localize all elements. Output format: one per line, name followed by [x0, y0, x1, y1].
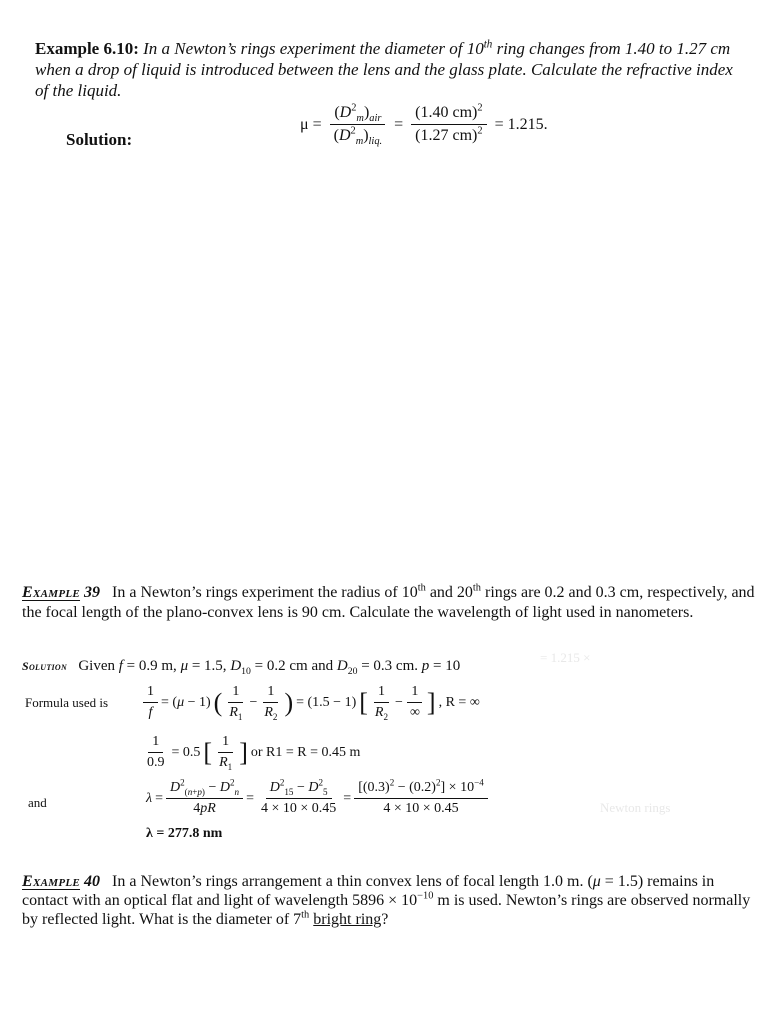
example-6-10-question [35, 38, 735, 101]
diameter-ratio-fraction: $\frac{(D^2_m)_{air}}{(D^2_m)_{liq.}}$ [330, 104, 387, 145]
lens-maker-equation: $\frac{1}{f}$ = (μ − 1) ( $\frac{1}{R_1}$ − $\frac{1}{R_2}$ ) = (1.5 − 1) [ $\frac{1}{R_2}$ − $\frac{1}{\infty}$ ] , R = ∞ [143, 684, 480, 721]
mu-symbol: μ = [300, 115, 322, 133]
example-6-10-result: = 1.215. [494, 115, 548, 133]
and-label: and [28, 795, 47, 810]
example-6-10-equation: μ = $\frac{(D^2_m)_{air}}{(D^2_m)_{liq.}}$ = $\frac{(1.40 cm)^2}{(1.27 cm)^2}$ = 1.215. [300, 102, 548, 148]
example-39-label: Example [22, 584, 81, 601]
wavelength-equation: λ = $\frac{D^2_{(n+p)} - D^2_n}{4pR}$ = $\frac{D^2_{15} - D^2_5}{4 \times 10 \times 0.45}$ = $\frac{[(0.3)^2 - (0.2)^2] \times 10^{-4}}{4 \times 10 \times 0.45}$ [146, 780, 488, 817]
formula-used-label: Formula used is [25, 695, 109, 710]
example-39-question: Example 39 In a Newton’s rings experiment the radius of 10th and 20th rings are 0.2 and 0.3 cm, respectively, and the focal length of the plano-convex lens is 90 cm. Calculate the wavelength of light used in nanometers. [22, 582, 755, 621]
example-40-question: Example 40 In a Newton’s rings arrangement a thin convex lens of focal length 1.0 m. (μ = 1.5) remains in contact with an optical flat and light of wavelength $5896 \times 10^{-10}$ m is used. Newton’s rings are observed normally by reflected light. What is the diameter of 7th bright ring? [22, 873, 751, 928]
example-6-10-text: In a Newton’s rings experiment the diameter of 10th ring changes from 1.40 to 1.27 cm when a drop of liquid is introduced between the lens and the glass plate. Calculate the refractive index of the liquid. [35, 38, 733, 100]
bleed-through-text: Newton rings [600, 800, 671, 815]
radius-equation: $\frac{1}{0.9}$ = 0.5 [ $\frac{1}{R_1}$ ] or R1 = R = 0.45 m [147, 734, 361, 772]
example-39-given: Solution Given f = 0.9 m, μ = 1.5, $D_{10} = 0.2$ cm and $D_{20} = 0.3$ cm. p = 10 [22, 658, 461, 677]
value-ratio-fraction: $\frac{(1.40 cm)^2}{(1.27 cm)^2}$ [411, 104, 486, 145]
example-6-10-solution-label: Solution: [66, 130, 133, 149]
example-6-10-label: Example 6.10: [35, 39, 139, 58]
example-39-solution-label: Solution [22, 659, 68, 673]
example-40-label: Example [22, 873, 81, 890]
example-39-answer: λ = 277.8 nm [146, 826, 223, 841]
bleed-through-text: = 1.215 × [540, 650, 591, 665]
